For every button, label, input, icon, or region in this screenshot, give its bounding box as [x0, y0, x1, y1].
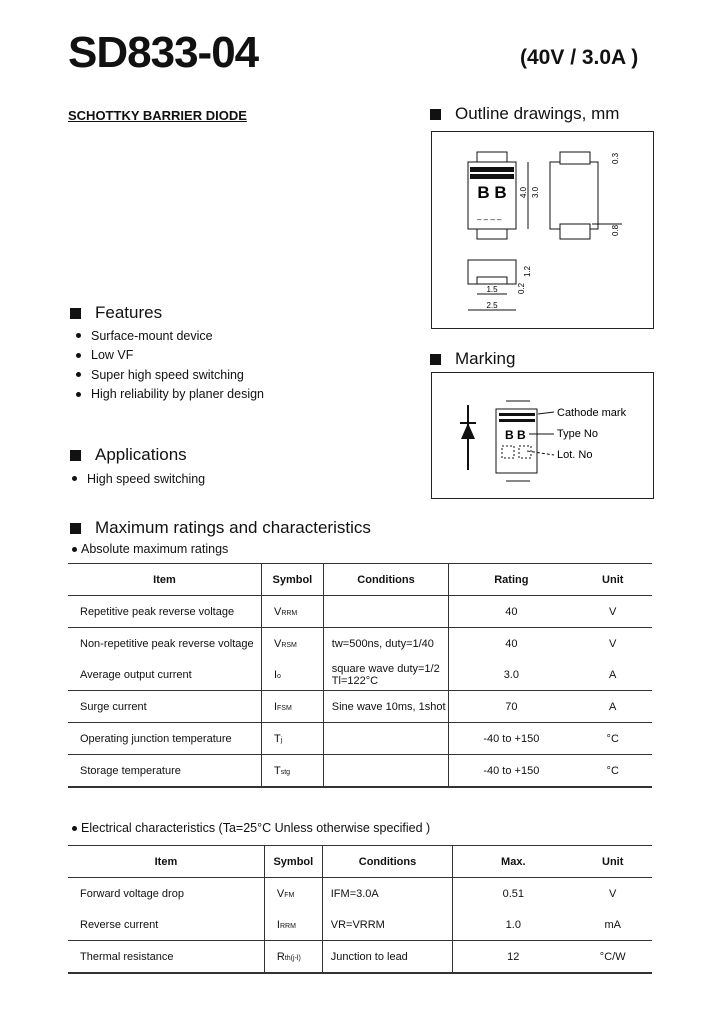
square-bullet-icon: [70, 308, 81, 319]
svg-text:0.8: 0.8: [611, 224, 620, 236]
table-header: [68, 564, 652, 596]
unit-cell: °C/W: [599, 950, 626, 963]
svg-text:0.3: 0.3: [611, 152, 620, 164]
symbol-cell: Tstg: [261, 755, 323, 788]
svg-text:1.5: 1.5: [486, 285, 498, 294]
conditions-cell: IFM=3.0A: [322, 878, 452, 910]
value-cell: 40: [449, 596, 574, 628]
bullet-icon: [76, 353, 81, 358]
applications-list: [72, 469, 205, 488]
table-row: [68, 659, 652, 691]
value-cell: 3.0: [449, 659, 574, 691]
unit-cell: V: [609, 605, 617, 618]
item-cell: Thermal resistance: [80, 950, 174, 963]
column-header: Unit: [602, 855, 624, 868]
symbol-cell: Tj: [261, 723, 323, 755]
part-number: SD833-04: [68, 28, 259, 77]
features-list: [76, 326, 264, 404]
table-header: [68, 846, 652, 878]
table-row: [68, 596, 652, 628]
marking-heading: Marking: [430, 349, 515, 369]
symbol-cell: Rth(j-l): [264, 941, 322, 974]
lot-no-label: Lot. No: [557, 449, 593, 461]
unit-cell: V: [609, 887, 617, 900]
column-header: Max.: [453, 846, 574, 878]
item-cell: Average output current: [80, 668, 192, 681]
column-header: Symbol: [264, 846, 322, 878]
conditions-cell: tw=500ns, duty=1/40: [323, 628, 448, 660]
list-item: Surface-mount device: [76, 326, 264, 346]
outline-drawing-box: [431, 131, 654, 329]
column-header: Rating: [449, 564, 574, 596]
conditions-cell: [323, 723, 448, 755]
table-row: [68, 878, 652, 910]
unit-cell: V: [609, 637, 617, 650]
marking-box: [431, 372, 654, 499]
item-cell: Non-repetitive peak reverse voltage: [80, 637, 254, 650]
svg-text:3.0: 3.0: [531, 186, 540, 198]
symbol-cell: VRSM: [261, 628, 323, 660]
type-no-label: Type No: [557, 428, 598, 440]
value-cell: 12: [453, 941, 574, 974]
value-cell: 0.51: [453, 878, 574, 910]
svg-text:4.0: 4.0: [519, 186, 528, 198]
electrical-characteristics-table: [68, 845, 652, 974]
item-cell: Storage temperature: [80, 764, 181, 777]
item-cell: Operating junction temperature: [80, 732, 232, 745]
column-header: Item: [154, 855, 178, 868]
list-item: Low VF: [76, 346, 264, 366]
value-cell: 1.0: [453, 909, 574, 941]
square-bullet-icon: [70, 450, 81, 461]
symbol-cell: VRRM: [261, 596, 323, 628]
value-cell: 70: [449, 691, 574, 723]
list-item: Super high speed switching: [76, 365, 264, 385]
features-heading: Features: [70, 303, 162, 323]
table-row: [68, 723, 652, 755]
column-header: Symbol: [261, 564, 323, 596]
list-item: High reliability by planer design: [76, 385, 264, 405]
electrical-heading: Electrical characteristics (Ta=25°C Unless otherwise specified ): [72, 821, 430, 835]
outline-marking-text: B B: [477, 183, 507, 202]
value-cell: -40 to +150: [449, 723, 574, 755]
conditions-cell: Sine wave 10ms, 1shot: [323, 691, 448, 723]
symbol-cell: Io: [261, 659, 323, 691]
svg-text:1.2: 1.2: [523, 265, 532, 277]
conditions-cell: [323, 755, 448, 788]
column-header: Item: [153, 573, 176, 586]
conditions-cell: square wave duty=1/2 Tl=122°C: [323, 659, 448, 691]
conditions-cell: Junction to lead: [322, 941, 452, 974]
column-header: Conditions: [322, 846, 452, 878]
square-bullet-icon: [70, 523, 81, 534]
item-cell: Surge current: [80, 700, 147, 713]
column-header: Conditions: [323, 564, 448, 596]
svg-text:B B: B B: [505, 428, 526, 442]
table-row: [68, 941, 652, 974]
item-cell: Forward voltage drop: [80, 887, 184, 900]
value-cell: -40 to +150: [449, 755, 574, 788]
table-row: [68, 628, 652, 660]
table-row: [68, 755, 652, 788]
square-bullet-icon: [430, 109, 441, 120]
conditions-cell: [323, 596, 448, 628]
bullet-icon: [76, 372, 81, 377]
item-cell: Reverse current: [80, 918, 159, 931]
cathode-mark-label: Cathode mark: [557, 407, 627, 419]
outline-heading: Outline drawings, mm: [430, 104, 619, 124]
table-row: [68, 909, 652, 941]
absolute-max-ratings-table: [68, 563, 652, 788]
unit-cell: °C: [606, 732, 619, 745]
bullet-icon: [72, 476, 77, 481]
conditions-cell: VR=VRRM: [322, 909, 452, 941]
svg-text:0.2: 0.2: [517, 282, 526, 294]
bullet-icon: [76, 392, 81, 397]
device-type: SCHOTTKY BARRIER DIODE: [68, 108, 247, 123]
column-header: Unit: [602, 573, 624, 586]
unit-cell: °C: [606, 764, 619, 777]
svg-text:– – – –: – – – –: [477, 215, 502, 224]
outline-drawing: [432, 132, 653, 328]
unit-cell: mA: [604, 918, 621, 931]
svg-text:2.5: 2.5: [486, 301, 498, 310]
value-cell: 40: [449, 628, 574, 660]
marking-diagram: [432, 373, 653, 498]
item-cell: Repetitive peak reverse voltage: [80, 605, 235, 618]
diode-symbol-icon: [461, 423, 475, 439]
abs-max-heading: Absolute maximum ratings: [72, 542, 228, 556]
symbol-cell: VFM: [264, 878, 322, 910]
ratings-heading: Maximum ratings and characteristics: [70, 518, 371, 538]
part-rating: (40V / 3.0A ): [520, 46, 639, 69]
square-bullet-icon: [430, 354, 441, 365]
unit-cell: A: [609, 700, 617, 713]
applications-heading: Applications: [70, 445, 187, 465]
table-row: [68, 691, 652, 723]
symbol-cell: IRRM: [264, 909, 322, 941]
list-item: High speed switching: [72, 469, 205, 488]
unit-cell: A: [609, 668, 617, 681]
bullet-icon: [76, 333, 81, 338]
symbol-cell: IFSM: [261, 691, 323, 723]
